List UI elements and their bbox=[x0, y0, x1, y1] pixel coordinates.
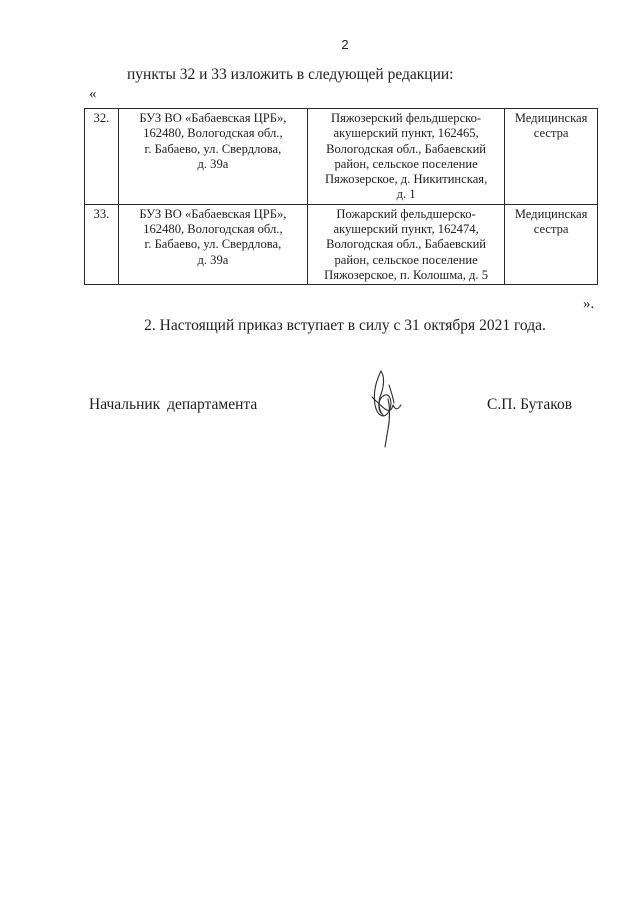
unit-cell bbox=[308, 109, 505, 205]
cell-line: Пожарский фельдшерско- bbox=[336, 206, 476, 221]
closing-quote: ». bbox=[583, 296, 595, 312]
signatory-title: Начальник департамента bbox=[89, 396, 258, 413]
cell-line: БУЗ ВО «Бабаевская ЦРБ», bbox=[139, 206, 287, 221]
signature-image bbox=[361, 367, 409, 449]
cell-line: г. Бабаево, ул. Свердлова, bbox=[144, 237, 282, 252]
table-row bbox=[85, 109, 598, 205]
amendment-table bbox=[84, 108, 598, 285]
opening-quote: « bbox=[89, 86, 97, 102]
cell-line: Вологодская обл., Бабаевский bbox=[326, 141, 487, 156]
cell-line: Медицинская bbox=[514, 206, 588, 221]
cell-line: акушерский пункт, 162465, bbox=[333, 126, 479, 141]
page-number: 2 bbox=[341, 37, 349, 52]
organization-cell bbox=[118, 204, 307, 284]
cell-line: сестра bbox=[533, 222, 569, 237]
unit-cell bbox=[308, 204, 505, 284]
cell-line: г. Бабаево, ул. Свердлова, bbox=[144, 141, 282, 156]
cell-line: д. 1 bbox=[396, 187, 416, 202]
cell-line: Пяжозерское, п. Колошма, д. 5 bbox=[324, 267, 489, 282]
cell-line: акушерский пункт, 162474, bbox=[333, 222, 479, 237]
cell-line: Пяжозерский фельдшерско- bbox=[331, 111, 482, 125]
cell-line: район, сельское поселение bbox=[334, 156, 478, 171]
cell-line: д. 39а bbox=[197, 156, 229, 171]
clause-2: 2. Настоящий приказ вступает в силу с 31 октября 2021 года. bbox=[144, 317, 546, 334]
intro-text: пункты 32 и 33 изложить в следующей редакции: bbox=[127, 66, 454, 83]
cell-line: сестра bbox=[533, 126, 569, 141]
cell-line: Пяжозерское, д. Никитинская, bbox=[324, 172, 488, 187]
cell-line: БУЗ ВО «Бабаевская ЦРБ», bbox=[139, 111, 287, 125]
position-cell bbox=[505, 109, 598, 205]
organization-cell bbox=[118, 109, 307, 205]
signatory-name: С.П. Бутаков bbox=[487, 396, 573, 413]
cell-line: д. 39а bbox=[197, 252, 229, 267]
cell-line: Вологодская обл., Бабаевский bbox=[326, 237, 487, 252]
cell-line: район, сельское поселение bbox=[334, 252, 478, 267]
cell-line: Медицинская bbox=[514, 111, 588, 125]
row-number: 33. bbox=[85, 204, 119, 284]
position-cell bbox=[505, 204, 598, 284]
cell-line: 162480, Вологодская обл., bbox=[143, 126, 283, 141]
table-row bbox=[85, 204, 598, 284]
row-number: 32. bbox=[85, 109, 119, 205]
cell-line: 162480, Вологодская обл., bbox=[143, 222, 283, 237]
